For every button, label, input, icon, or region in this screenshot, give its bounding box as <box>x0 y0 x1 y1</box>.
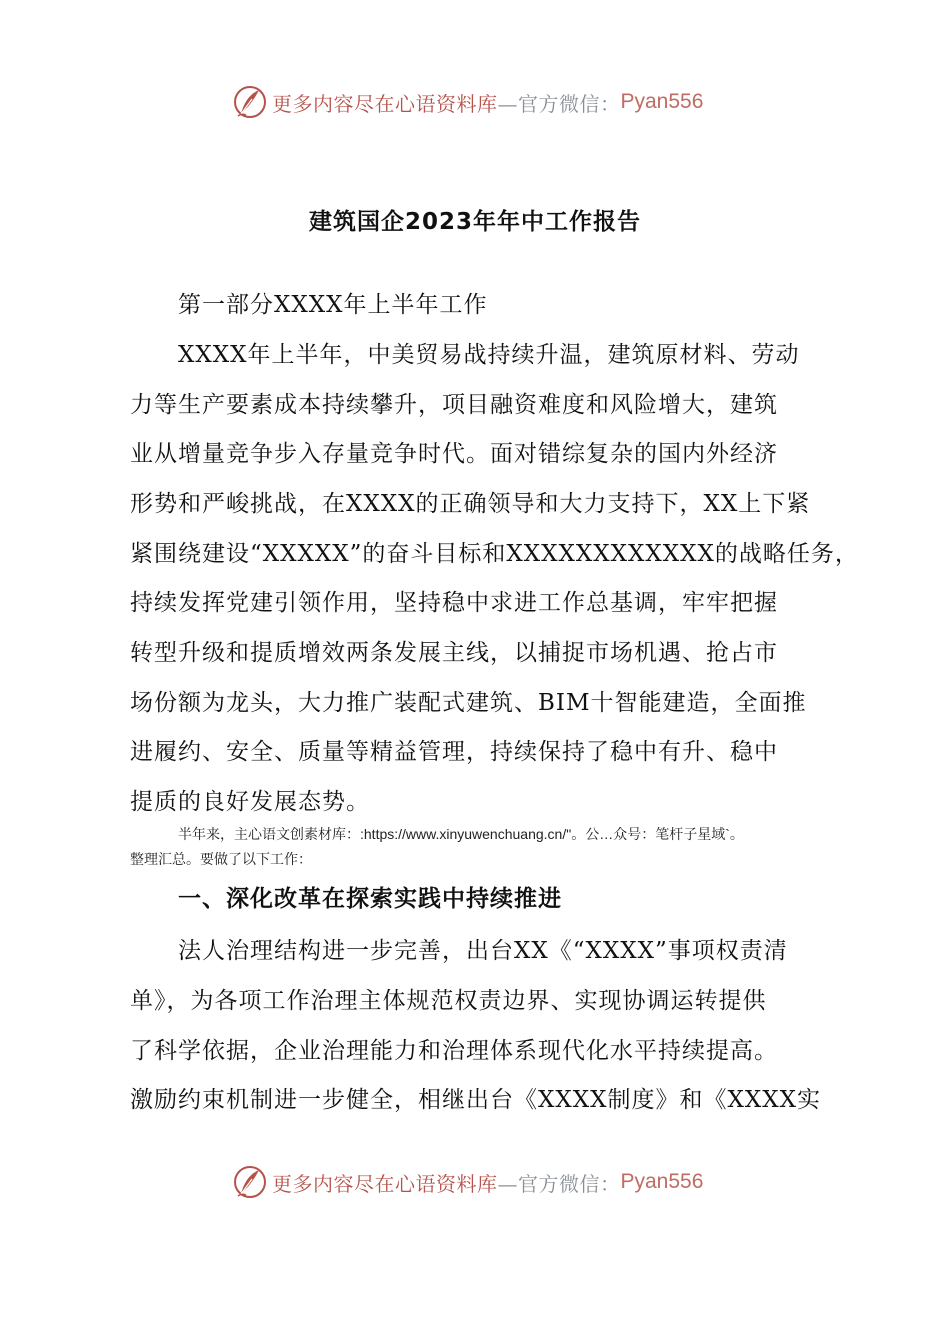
paragraph-line: 形势和严峻挑战，在XXXX的正确领导和大力支持下，XX上下紧 <box>130 491 811 517</box>
document-title: 建筑国企2023年年中工作报告 <box>308 209 641 235</box>
section-heading: 一、深化改革在探索实践中持续推进 <box>178 886 562 912</box>
feather-pen-logo-icon <box>232 84 268 120</box>
banner-text: 更多内容尽在心语资料库 <box>272 1171 498 1196</box>
paragraph-line: 进履约、安全、质量等精益管理，持续保持了稳中有升、稳中 <box>130 739 778 765</box>
note-line: 半年来，主心语文创素材库：:https://www.xinyuwenchuang.cn/"。公…众号：笔杆子星域`。 <box>178 826 744 842</box>
banner-wechat-label: —官方微信： <box>497 91 621 116</box>
header-banner <box>232 82 703 122</box>
paragraph-line: 法人治理结构进一步完善，出台XX《“XXXX”事项权责清 <box>178 938 788 964</box>
paragraph-line: 单》，为各项工作治理主体规范权责边界、实现协调运转提供 <box>130 988 767 1014</box>
paragraph-line: 激励约束机制进一步健全，相继出台《XXXX制度》和《XXXX实 <box>130 1087 821 1113</box>
banner-text: 更多内容尽在心语资料库 <box>272 91 498 116</box>
paragraph-line: 力等生产要素成本持续攀升，项目融资难度和风险增大，建筑 <box>130 392 778 418</box>
paragraph-line: 场份额为龙头，大力推广装配式建筑、BIM十智能建造，全面推 <box>130 690 807 716</box>
paragraph-line: 持续发挥党建引领作用，坚持稳中求进工作总基调，牢牢把握 <box>130 590 778 616</box>
paragraph-line: XXXX年上半年，中美贸易战持续升温，建筑原材料、劳动 <box>178 342 800 368</box>
banner-wechat-id: Pyan556 <box>620 90 704 113</box>
paragraph-line: 业从增量竞争步入存量竞争时代。面对错综复杂的国内外经济 <box>130 441 778 467</box>
paragraph-line: 提质的良好发展态势。 <box>130 789 370 815</box>
banner-wechat-id: Pyan556 <box>620 1170 704 1193</box>
paragraph-line: 了科学依据，企业治理能力和治理体系现代化水平持续提高。 <box>130 1038 778 1064</box>
part-heading: 第一部分XXXX年上半年工作 <box>178 292 488 318</box>
paragraph-line: 转型升级和提质增效两条发展主线，以捕捉市场机遇、抢占市 <box>130 640 778 666</box>
feather-pen-logo-icon <box>232 1164 268 1200</box>
footer-banner <box>232 1162 703 1202</box>
note-line: 整理汇总。要做了以下工作： <box>130 851 312 867</box>
banner-wechat-label: —官方微信： <box>497 1171 621 1196</box>
paragraph-line: 紧围绕建设“XXXXX”的奋斗目标和XXXXXXXXXXXX的战略任务， <box>130 541 859 567</box>
